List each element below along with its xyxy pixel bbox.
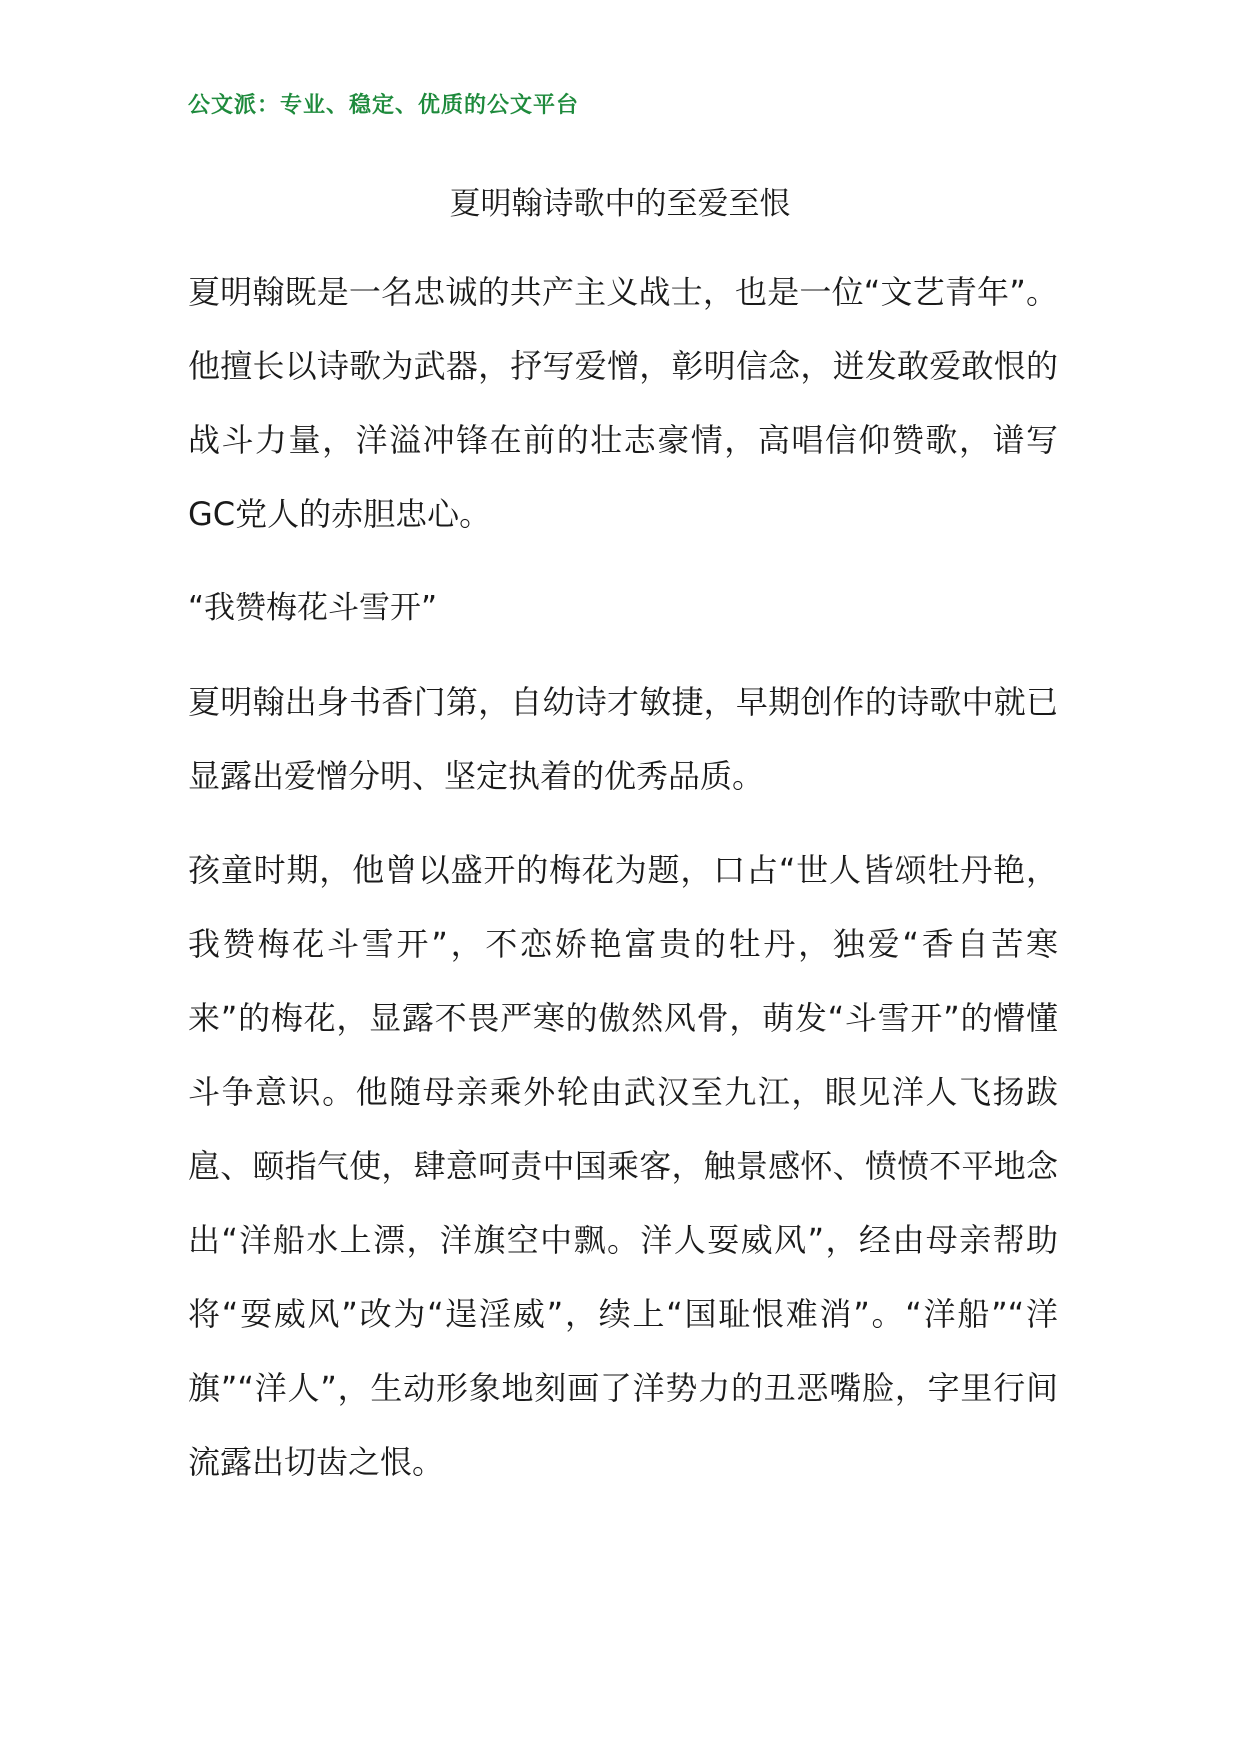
section-subheading: “我赞梅花斗雪开” <box>188 590 438 626</box>
paragraph-intro: 夏明翰既是一名忠诚的共产主义战士，也是一位“文艺青年”。他擅长以诗歌为武器，抒写爱憎，彰明信念，迸发敢爱敢恨的战斗力量，洋溢冲锋在前的壮志豪情，高唱信仰赞歌，谱写GC党人的赤胆忠心。 <box>188 273 1058 533</box>
document-title: 夏明翰诗歌中的至爱至恨 <box>449 186 791 222</box>
header-brand-text: 公文派：专业、稳定、优质的公文平台 <box>188 92 580 118</box>
paragraph-background: 夏明翰出身书香门第，自幼诗才敏捷，早期创作的诗歌中就已显露出爱憎分明、坚定执着的优秀品质。 <box>188 683 1058 795</box>
document-body <box>188 255 1058 1519</box>
paragraph-childhood: 孩童时期，他曾以盛开的梅花为题，口占“世人皆颂牡丹艳，我赞梅花斗雪开”，不恋娇艳富贵的牡丹，独爱“香自苦寒来”的梅花，显露不畏严寒的傲然风骨，萌发“斗雪开”的懵懂斗争意识。他随母亲乘外轮由武汉至九江，眼见洋人飞扬跋扈、颐指气使，肆意呵责中国乘客，触景感怀、愤愤不平地念出“洋船水上漂，洋旗空中飘。洋人耍威风”，经由母亲帮助将“耍威风”改为“逞淫威”，续上“国耻恨难消”。“洋船”“洋旗”“洋人”，生动形象地刻画了洋势力的丑恶嘴脸，字里行间流露出切齿之恨。 <box>188 851 1058 1481</box>
